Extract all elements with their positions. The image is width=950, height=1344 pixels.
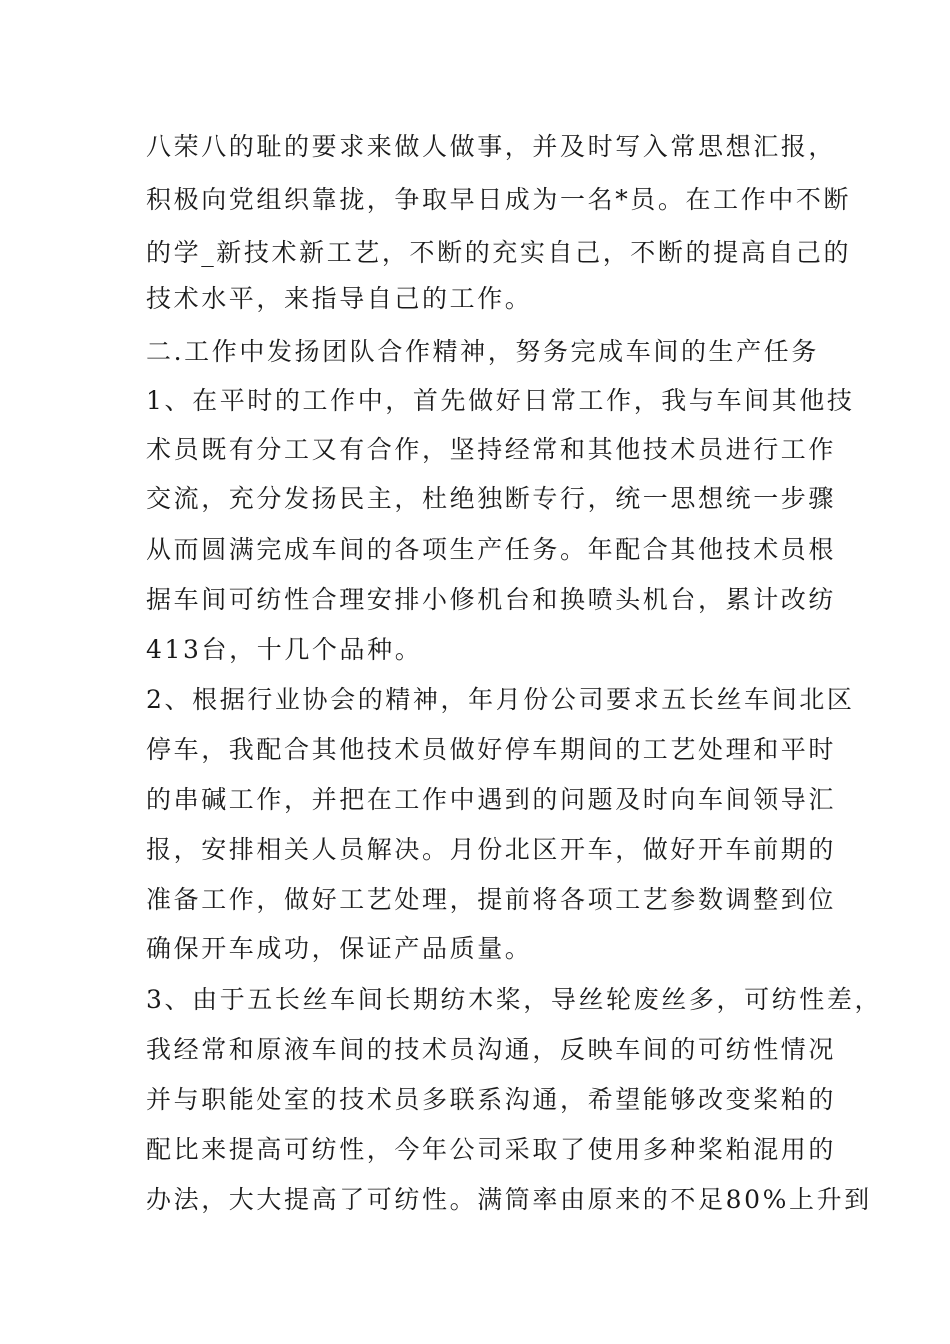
paragraph-line-22: 办法，大大提高了可纺性。满筒率由原来的不足80%上升到 [146,1185,872,1214]
paragraph-line-8: 交流，充分发扬民主，杜绝独断专行，统一思想统一步骤 [146,484,837,513]
paragraph-line-19: 我经常和原液车间的技术员沟通，反映车间的可纺性情况 [146,1035,837,1064]
paragraph-line-7: 术员既有分工又有合作，坚持经常和其他技术员进行工作 [146,435,837,464]
paragraph-line-4: 技术水平，来指导自己的工作。 [146,284,533,313]
paragraph-line-18: 3、由于五长丝车间长期纺木桨，导丝轮废丝多，可纺性差， [146,985,883,1014]
paragraph-line-16: 准备工作，做好工艺处理，提前将各项工艺参数调整到位 [146,885,837,914]
paragraph-line-1: 八荣八的耻的要求来做人做事，并及时写入常思想汇报， [146,132,837,161]
paragraph-line-9: 从而圆满完成车间的各项生产任务。年配合其他技术员根 [146,535,837,564]
section-heading: 二.工作中发扬团队合作精神，努务完成车间的生产任务 [146,337,819,366]
paragraph-line-2: 积极向党组织靠拢，争取早日成为一名*员。在工作中不断 [146,185,852,214]
paragraph-line-10: 据车间可纺性合理安排小修机台和换喷头机台，累计改纺 [146,585,837,614]
paragraph-line-14: 的串碱工作，并把在工作中遇到的问题及时向车间领导汇 [146,785,837,814]
paragraph-line-21: 配比来提高可纺性，今年公司采取了使用多种桨粕混用的 [146,1135,837,1164]
paragraph-line-20: 并与职能处室的技术员多联系沟通，希望能够改变桨粕的 [146,1085,837,1114]
paragraph-line-6: 1、在平时的工作中，首先做好日常工作，我与车间其他技 [146,386,855,415]
paragraph-line-11: 413台，十几个品种。 [146,635,423,664]
paragraph-line-17: 确保开车成功，保证产品质量。 [146,934,533,963]
paragraph-line-12: 2、根据行业协会的精神，年月份公司要求五长丝车间北区 [146,685,855,714]
paragraph-line-3: 的学_新技术新工艺，不断的充实自己，不断的提高自己的 [146,238,852,267]
paragraph-line-15: 报，安排相关人员解决。月份北区开车，做好开车前期的 [146,835,837,864]
paragraph-line-13: 停车，我配合其他技术员做好停车期间的工艺处理和平时 [146,735,837,764]
